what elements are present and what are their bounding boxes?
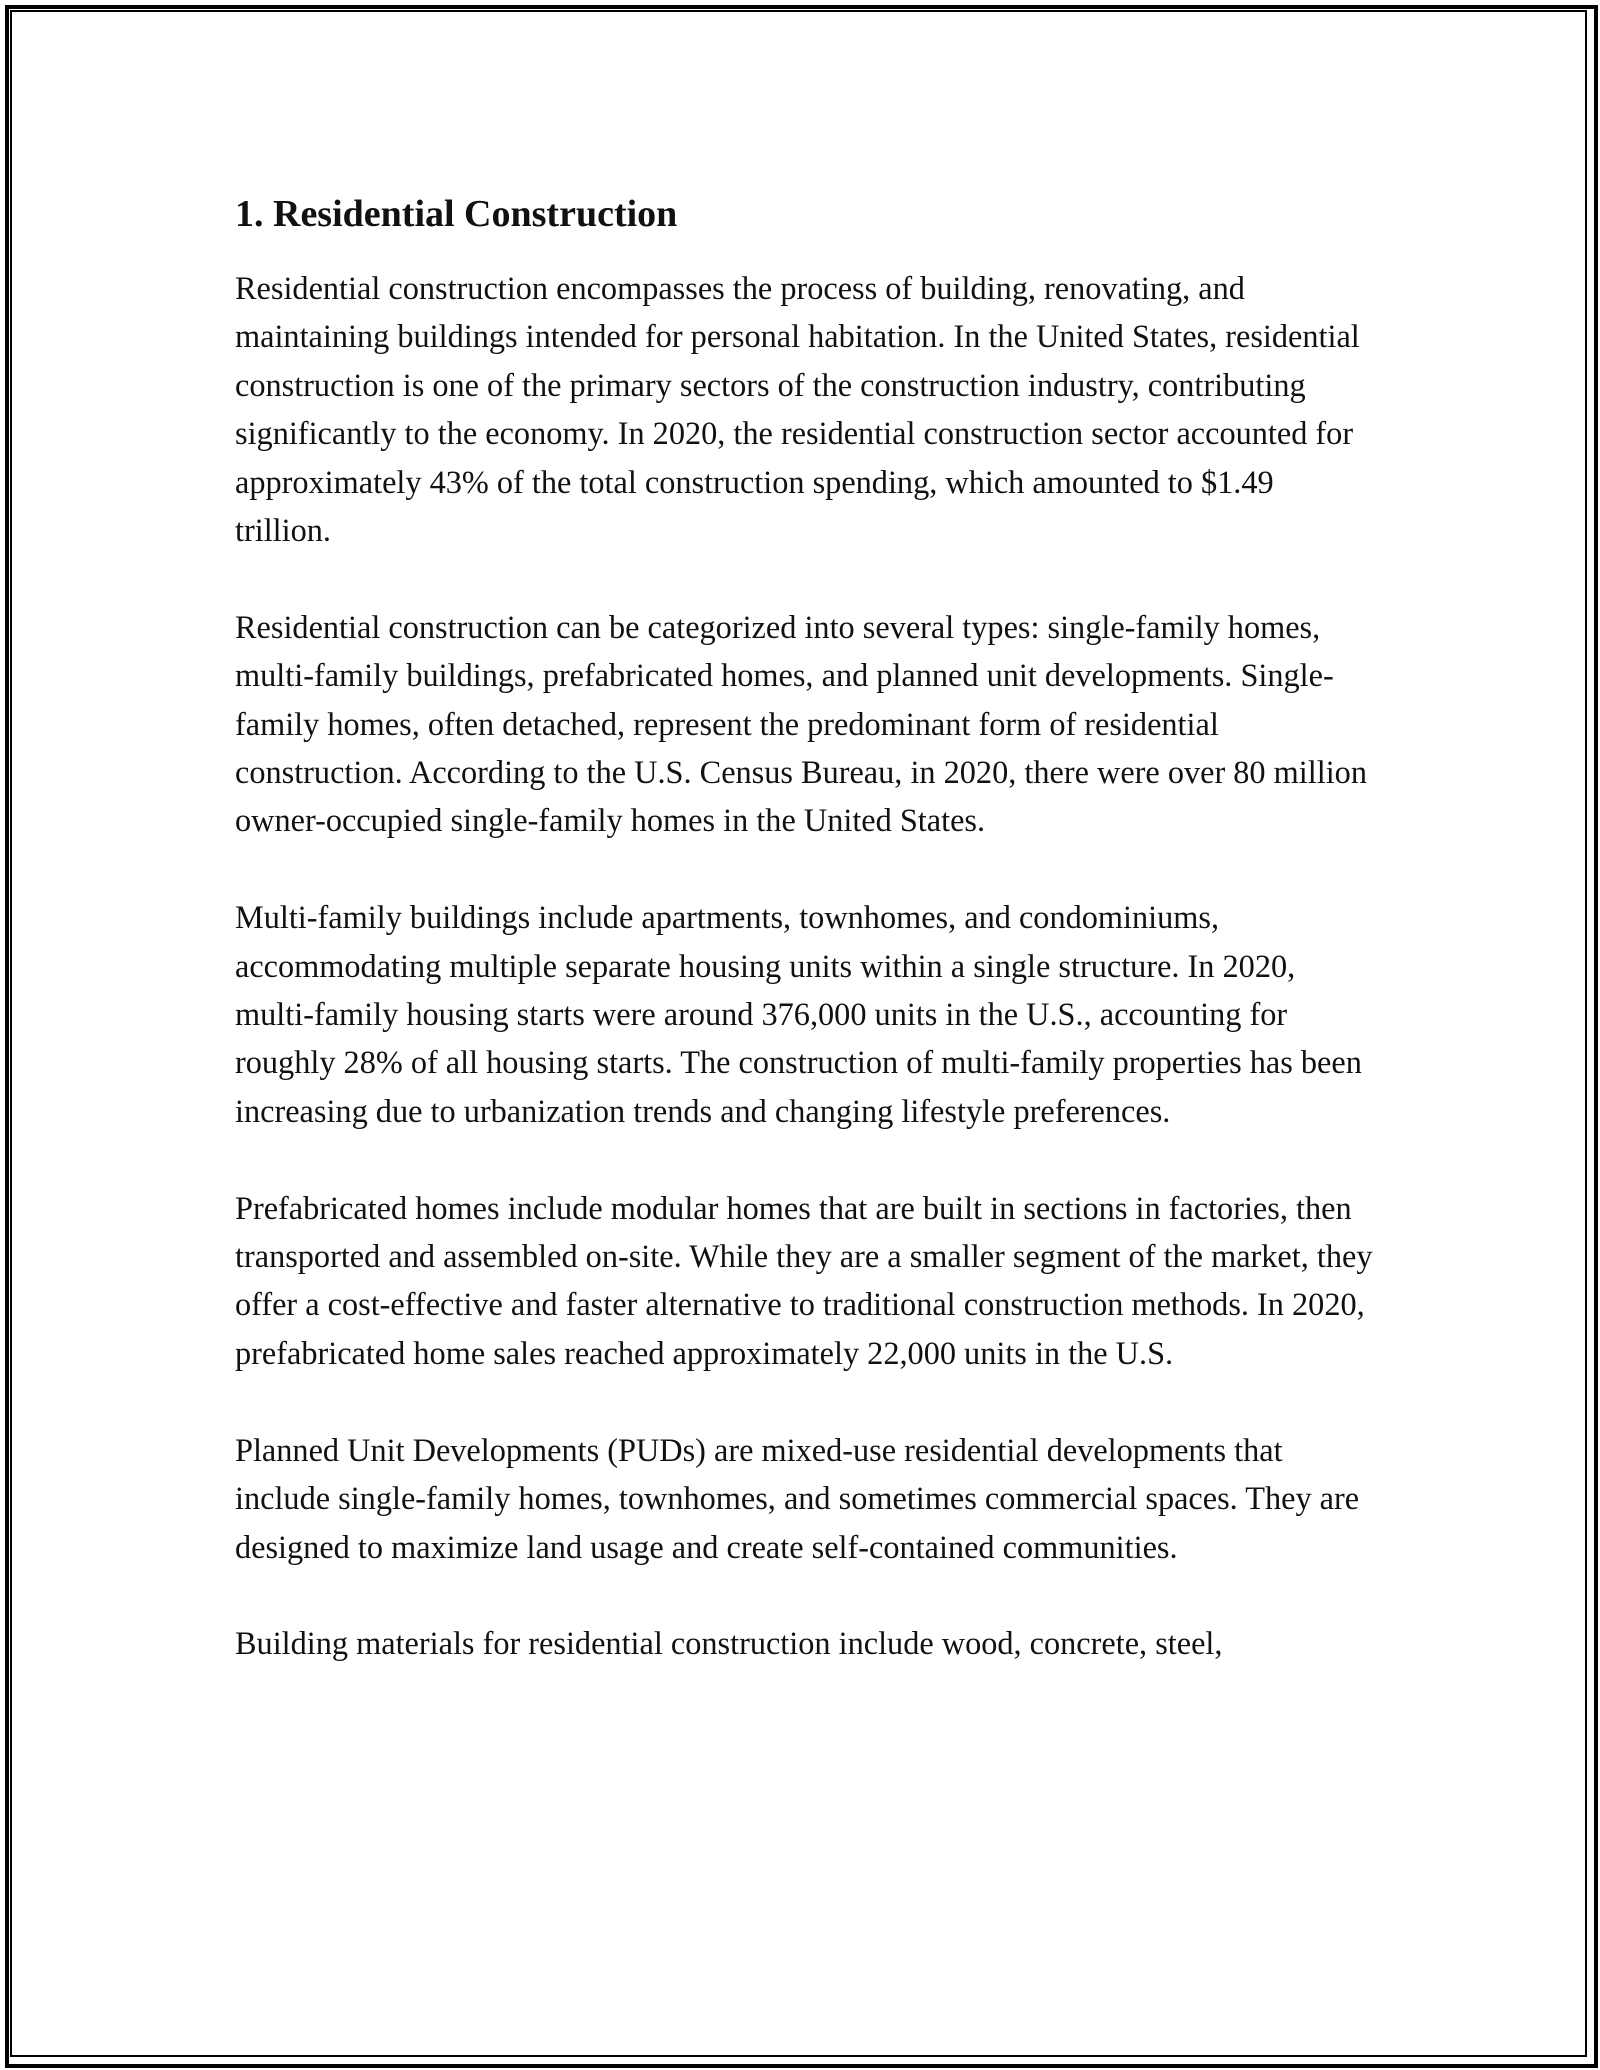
paragraph-types: Residential construction can be categorized into several types: single-family homes, multi-family buildings, prefabricated homes, and planned unit developments. Single-family homes, often detached, represent the predominant form of residential construction. According to the U.S. Census Bureau, in 2020, there were over 80 million owner-occupied single-family homes in the United States. xyxy=(235,608,1367,839)
paragraph-prefabricated: Prefabricated homes include modular homes that are built in sections in factories, then transported and assembled on-site. While they are a smaller segment of the market, they offer a cost-effective and faster alternative to traditional construction methods. In 2020, prefabricated home sales reached approximately 22,000 units in the U.S. xyxy=(235,1189,1373,1371)
paragraph-puds: Planned Unit Developments (PUDs) are mixed-use residential developments that include single-family homes, townhomes, and sometimes commercial spaces. They are designed to maximize land usage and create self-contained communities. xyxy=(235,1431,1360,1565)
paragraph-materials: Building materials for residential construction include wood, concrete, steel, xyxy=(235,1625,1223,1662)
section-heading: 1. Residential Construction xyxy=(235,193,678,235)
paragraph-multi-family: Multi-family buildings include apartments, townhomes, and condominiums, accommodating multiple separate housing units within a single structure. In 2020, multi-family housing starts were around 376,000 units in the U.S., accounting for roughly 28% of all housing starts. The construction of multi-family properties has been increasing due to urbanization trends and changing lifestyle preferences. xyxy=(235,899,1362,1129)
document-body xyxy=(235,184,1375,1716)
paragraph-overview: Residential construction encompasses the process of building, renovating, and maintaining buildings intended for personal habitation. In the United States, residential construction is one of the primary sectors of the construction industry, contributing significantly to the economy. In 2020, the residential construction sector accounted for approximately 43% of the total construction spending, which amounted to $1.49 trillion. xyxy=(235,270,1360,549)
